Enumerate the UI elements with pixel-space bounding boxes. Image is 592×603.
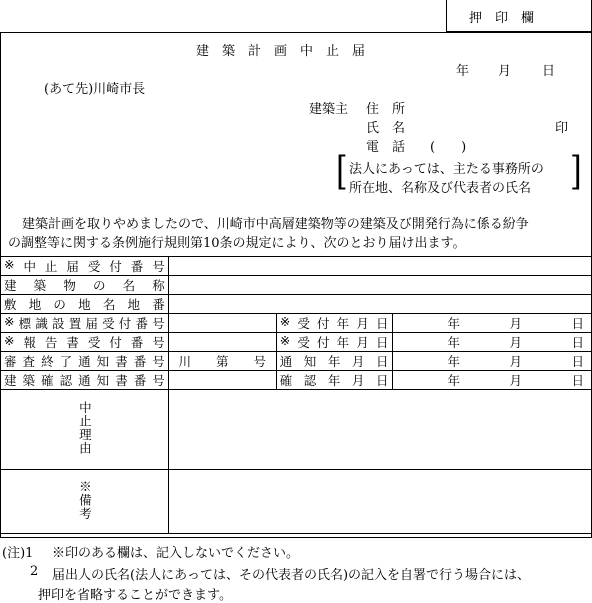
building-name-field[interactable] [168,276,591,295]
reason-label: 中止理由 [77,401,93,455]
info-table [0,256,592,534]
note-2-line2: 押印を省略することができます。 [38,588,232,603]
corporate-note-line1: 法人にあっては、主たる事務所の [349,162,544,177]
addressee: (あて先)川崎市長 [44,82,146,97]
owner-address-label: 住 所 [366,102,406,117]
table-row [1,371,592,390]
date-month: 月 [498,64,512,79]
owner-phone-label: 電 話 [366,140,406,155]
bracket-right: ] [570,149,582,196]
table-row [1,352,592,371]
body-text-line2: の調整等に関する条例施行規則第10条の規定により、次のとおり届け出ます。 [8,236,466,251]
owner-prefix: 建築主 [309,102,349,117]
row-label-confirm-number: 建 築 確 認 通 知 書 番 号 [1,371,169,390]
date-field[interactable]: 年 月 日 [392,371,591,390]
row-label-report-number: ※ 報 告 書 受 付 番 号 [1,333,169,352]
note-2-line1: 届出人の氏名(法人にあっては、その代表者の氏名)の記入を自署で行う場合には、 [52,568,531,583]
stamp-box [446,0,592,32]
row-right-label: ※ 受 付 年 月 日 [276,314,392,333]
notes-prefix: (注)1 [2,546,34,561]
row-label-sign-number: ※ 標 識 設 置 届 受 付 番 号 [1,314,169,333]
table-row [1,314,592,333]
table-row [1,276,592,295]
row-label-stop-number: ※ 中 止 届 受 付 番 号 [1,257,169,276]
note-2-number: 2 [30,564,39,579]
owner-seal: 印 [555,121,569,136]
row-label-review-number: 審 査 終 了 通 知 書 番 号 [1,352,169,371]
note-1: ※印のある欄は、記入しないでください。 [52,546,300,561]
date-year: 年 [456,64,470,79]
row-right-label: ※ 受 付 年 月 日 [276,333,392,352]
remarks-label: ※備考 [77,479,93,521]
row-label-site-address: 敷 地 の 地 名 地 番 [1,295,169,314]
date-field[interactable]: 年 月 日 [392,314,591,333]
date-day: 日 [542,64,556,79]
owner-phone-parens: ( ) [430,140,467,155]
row-right-label: 通 知 年 月 日 [276,352,392,371]
bracket-left: [ [336,149,348,196]
reason-label-cell [1,390,169,470]
owner-name-label: 氏 名 [366,121,406,136]
remarks-label-cell [1,470,169,534]
date-field[interactable]: 年 月 日 [392,333,591,352]
body-text-line1: 建築計画を取りやめましたので、川崎市中高層建築物等の建築及び開発行為に係る紛争 [22,217,529,232]
site-address-field[interactable] [168,295,591,314]
row-right-label: 確 認 年 月 日 [276,371,392,390]
review-number-field[interactable]: 川 第 号 [168,352,276,371]
table-row [1,470,592,534]
corporate-note-line2: 所在地、名称及び代表者の氏名 [349,181,532,196]
form-title: 建 築 計 画 中 止 届 [196,44,366,59]
table-row [1,333,592,352]
confirm-number-field[interactable] [168,371,276,390]
row-label-building-name: 建 築 物 の 名 称 [1,276,169,295]
sign-number-field[interactable] [168,314,276,333]
reason-field[interactable] [168,390,591,470]
table-row [1,390,592,470]
date-field[interactable]: 年 月 日 [392,352,591,371]
table-row [1,257,592,276]
remarks-field[interactable] [168,470,591,534]
stop-number-field[interactable] [168,257,591,276]
report-number-field[interactable] [168,333,276,352]
stamp-box-label: 押 印 欄 [469,11,535,26]
table-row [1,295,592,314]
